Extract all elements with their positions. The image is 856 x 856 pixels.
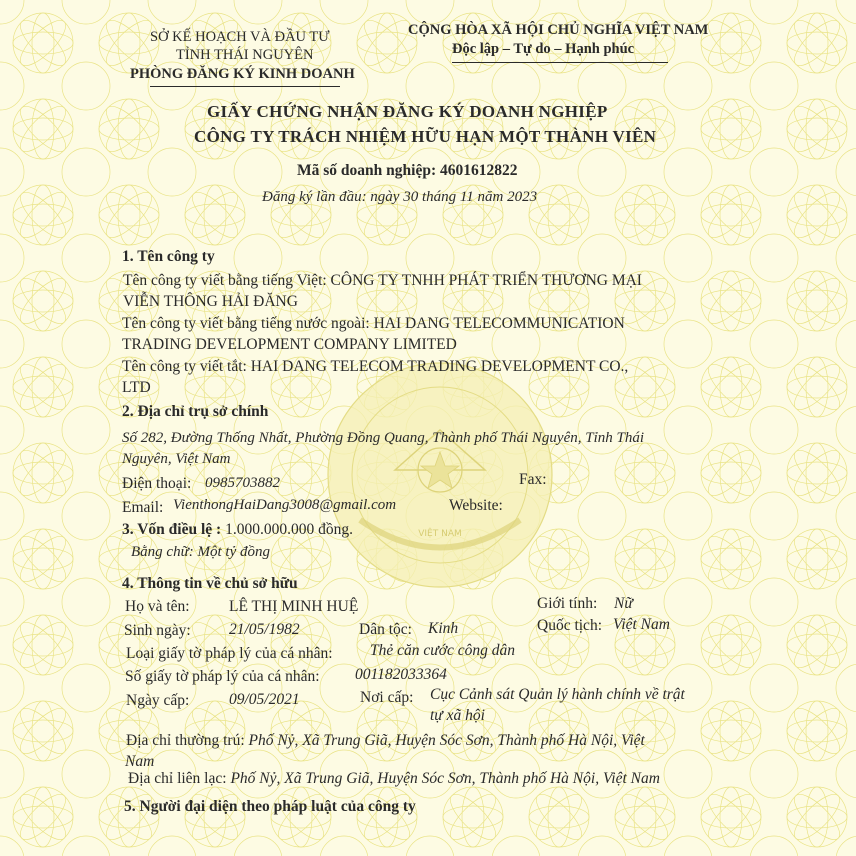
- permanent-address-row: [126, 733, 645, 749]
- contact-address-label: Địa chỉ liên lạc:: [128, 770, 227, 787]
- website-label: Website:: [449, 497, 503, 514]
- first-registration-date: Đăng ký lần đầu: ngày 30 tháng 11 năm 2023: [262, 189, 538, 205]
- contact-address-value: Phố Nỷ, Xã Trung Giã, Huyện Sóc Sơn, Thành phố Hà Nội, Việt Nam: [230, 770, 660, 787]
- id-type-value: Thẻ căn cước công dân: [370, 642, 515, 659]
- nation-motto: Độc lập – Tự do – Hạnh phúc: [452, 41, 635, 57]
- id-number-value: 001182033364: [355, 666, 447, 683]
- dob-value: 21/05/1982: [229, 621, 300, 638]
- owner-name-value: LÊ THỊ MINH HUỆ: [229, 598, 359, 615]
- section4-heading: 4. Thông tin về chủ sở hữu: [122, 575, 298, 592]
- nation-title: CỘNG HÒA XÃ HỘI CHỦ NGHĨA VIỆT NAM: [408, 22, 709, 38]
- fax-label: Fax:: [519, 471, 547, 488]
- capital-in-words: Bằng chữ: Một tỷ đồng: [131, 544, 270, 560]
- short-name-line2: LTD: [122, 379, 151, 396]
- company-type-title: CÔNG TY TRÁCH NHIỆM HỮU HẠN MỘT THÀNH VIÊN: [194, 127, 657, 146]
- section3-heading: 3. Vốn điều lệ :: [122, 521, 222, 538]
- issuing-agency-line2: TỈNH THÁI NGUYÊN: [176, 47, 314, 63]
- charter-capital-row: [122, 522, 353, 538]
- email-label: Email:: [122, 499, 164, 516]
- issue-date-label: Ngày cấp:: [126, 692, 190, 709]
- foreign-name-line2: TRADING DEVELOPMENT COMPANY LIMITED: [122, 336, 457, 353]
- motto-underline: [452, 62, 668, 63]
- phone-label: Điện thoại:: [122, 475, 192, 492]
- ethnic-label: Dân tộc:: [359, 621, 412, 638]
- issue-place-value-line2: tự xã hội: [430, 707, 485, 724]
- agency-underline: [150, 86, 340, 87]
- gender-label: Giới tính:: [537, 595, 598, 612]
- owner-name-label: Họ và tên:: [125, 598, 190, 615]
- permanent-address-label: Địa chỉ thường trú:: [126, 732, 245, 749]
- issue-place-value-line1: Cục Cảnh sát Quản lý hành chính về trật: [430, 686, 685, 703]
- section1-heading: 1. Tên công ty: [122, 248, 215, 265]
- contact-address-row: [128, 771, 660, 787]
- gender-value: Nữ: [614, 595, 633, 612]
- issue-place-label: Nơi cấp:: [360, 689, 414, 706]
- ethnic-value: Kinh: [428, 620, 459, 637]
- section5-heading: 5. Người đại diện theo pháp luật của công ty: [124, 798, 416, 815]
- viet-name-line2: VIỄN THÔNG HẢI ĐĂNG: [123, 293, 298, 310]
- permanent-address-value: Phố Nỷ, Xã Trung Giã, Huyện Sóc Sơn, Thành phố Hà Nội, Việt: [248, 732, 645, 749]
- charter-capital-value: 1.000.000.000 đồng.: [221, 521, 353, 538]
- tax-code: Mã số doanh nghiệp: 4601612822: [297, 162, 518, 179]
- id-type-label: Loại giấy tờ pháp lý của cá nhân:: [126, 645, 333, 662]
- short-name-line1: Tên công ty viết tắt: HAI DANG TELECOM TRADING DEVELOPMENT CO.,: [122, 358, 629, 375]
- emblem-seal-text: VIỆT NAM: [418, 529, 462, 539]
- permanent-address-value-line2: Nam: [125, 753, 155, 770]
- email-value: VienthongHaiDang3008@gmail.com: [173, 497, 397, 513]
- issuing-agency-line3: PHÒNG ĐĂNG KÝ KINH DOANH: [130, 66, 355, 82]
- certificate-title: GIẤY CHỨNG NHẬN ĐĂNG KÝ DOANH NGHIỆP: [207, 102, 608, 121]
- address-line2: Nguyên, Việt Nam: [122, 451, 231, 467]
- address-line1: Số 282, Đường Thống Nhất, Phường Đồng Quang, Thành phố Thái Nguyên, Tỉnh Thái: [122, 430, 644, 446]
- viet-name-line1: Tên công ty viết bằng tiếng Việt: CÔNG TY TNHH PHÁT TRIỂN THƯƠNG MẠI: [123, 272, 642, 289]
- nationality-value: Việt Nam: [613, 616, 670, 633]
- issue-date-value: 09/05/2021: [229, 691, 300, 708]
- dob-label: Sinh ngày:: [124, 622, 191, 639]
- phone-value: 0985703882: [205, 475, 280, 491]
- id-number-label: Số giấy tờ pháp lý của cá nhân:: [125, 668, 320, 685]
- issuing-agency-line1: SỞ KẾ HOẠCH VÀ ĐẦU TƯ: [150, 29, 330, 45]
- foreign-name-line1: Tên công ty viết bằng tiếng nước ngoài: HAI DANG TELECOMMUNICATION: [122, 315, 625, 332]
- nationality-label: Quốc tịch:: [537, 617, 602, 634]
- section2-heading: 2. Địa chỉ trụ sở chính: [122, 403, 269, 420]
